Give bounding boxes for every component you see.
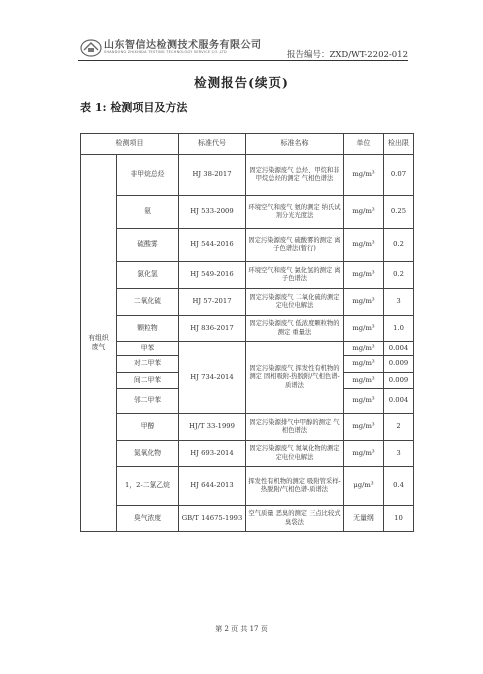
- page-number: 第 2 页 共 17 页: [215, 625, 268, 633]
- header-unit: 单位: [344, 134, 384, 155]
- table-row: [81, 441, 414, 467]
- code-cell: HJ 734-2014: [179, 342, 246, 414]
- table-row: [81, 414, 414, 441]
- method-cell: 空气质量 恶臭的测定 三点比较式臭袋法: [246, 506, 344, 532]
- table-row: [81, 289, 414, 316]
- method-cell: 固定污染源废气 挥发性有机物的测定 固相吸附-热脱附/气相色谱-质谱法: [246, 342, 344, 414]
- method-cell: 环境空气和废气 氯化氢的测定 离子色谱法: [246, 262, 344, 289]
- code-cell: HJ 644-2013: [179, 467, 246, 506]
- method-cell: 环境空气和废气 氨的测定 纳氏试剂分光光度法: [246, 196, 344, 229]
- limit-cell: 0.004: [384, 389, 414, 414]
- table-row: [81, 316, 414, 342]
- method-cell: 固定污染源废气 低浓度颗粒物的测定 重量法: [246, 316, 344, 342]
- method-cell: 固定污染源废气 氮氧化物的测定 定电位电解法: [246, 441, 344, 467]
- item-cell: 二氧化硫: [117, 289, 179, 316]
- table-row: [81, 229, 414, 262]
- limit-cell: 0.4: [384, 467, 414, 506]
- header-limit: 检出限: [384, 134, 414, 155]
- table-header-row: [81, 134, 414, 155]
- item-cell: 硫酸雾: [117, 229, 179, 262]
- table-row: [81, 196, 414, 229]
- code-cell: HJ 693-2014: [179, 441, 246, 467]
- unit-cell: mg/m³: [344, 441, 384, 467]
- unit-cell: mg/m³: [344, 373, 384, 389]
- unit-cell: mg/m³: [344, 196, 384, 229]
- unit-cell: mg/m³: [344, 414, 384, 441]
- item-cell: 1，2-二氯乙烷: [117, 467, 179, 506]
- company-name-en: SHANDONG ZHIXINDA TESTING TECHNOLOGY SERVICE CO.,LTD: [104, 50, 227, 54]
- limit-cell: 0.25: [384, 196, 414, 229]
- page-title: 检测报告(续页): [194, 75, 289, 90]
- unit-cell: mg/m³: [344, 356, 384, 373]
- method-cell: 固定污染源废气 总烃、甲烷和非甲烷总烃的测定 气相色谱法: [246, 155, 344, 196]
- report-number: 报告编号：ZXD/WT-2202-012: [286, 50, 408, 60]
- limit-cell: 10: [384, 506, 414, 532]
- method-cell: 固定污染源废气 二氧化硫的测定 定电位电解法: [246, 289, 344, 316]
- item-cell: 氮氧化物: [117, 441, 179, 467]
- item-cell: 非甲烷总烃: [117, 155, 179, 196]
- test-items-table: [80, 133, 414, 532]
- limit-cell: 1.0: [384, 316, 414, 342]
- header-method: 标准名称: [246, 134, 344, 155]
- code-cell: HJ 38-2017: [179, 155, 246, 196]
- limit-cell: 3: [384, 441, 414, 467]
- item-cell: 甲醇: [117, 414, 179, 441]
- code-cell: HJ 544-2016: [179, 229, 246, 262]
- unit-cell: mg/m³: [344, 262, 384, 289]
- limit-cell: 0.004: [384, 342, 414, 356]
- header-code: 标准代号: [179, 134, 246, 155]
- item-cell: 间二甲苯: [117, 373, 179, 389]
- item-cell: 臭气浓度: [117, 506, 179, 532]
- table-row: [81, 506, 414, 532]
- code-cell: HJ 533-2009: [179, 196, 246, 229]
- header-item: 检测项目: [81, 134, 179, 155]
- code-cell: GB/T 14675-1993: [179, 506, 246, 532]
- item-cell: 颗粒物: [117, 316, 179, 342]
- limit-cell: 2: [384, 414, 414, 441]
- table-row: [81, 155, 414, 196]
- method-cell: 固定污染源废气 硫酸雾的测定 离子色谱法(暂行): [246, 229, 344, 262]
- code-cell: HJ 836-2017: [179, 316, 246, 342]
- unit-cell: mg/m³: [344, 316, 384, 342]
- unit-cell: mg/m³: [344, 342, 384, 356]
- unit-cell: mg/m³: [344, 229, 384, 262]
- header-divider: [78, 60, 408, 61]
- code-cell: HJ 549-2016: [179, 262, 246, 289]
- item-cell: 对二甲苯: [117, 356, 179, 373]
- unit-cell: mg/m³: [344, 389, 384, 414]
- limit-cell: 3: [384, 289, 414, 316]
- unit-cell: 无量纲: [344, 506, 384, 532]
- code-cell: HJ/T 33-1999: [179, 414, 246, 441]
- item-cell: 甲苯: [117, 342, 179, 356]
- limit-cell: 0.07: [384, 155, 414, 196]
- table-row: [81, 262, 414, 289]
- table-row: [81, 467, 414, 506]
- code-cell: HJ 57-2017: [179, 289, 246, 316]
- table-row: [81, 342, 414, 356]
- category-cell: 有组织 废气: [81, 155, 117, 532]
- unit-cell: μg/m³: [344, 467, 384, 506]
- method-cell: 挥发性有机物的测定 吸附管采样-热脱附/气相色谱-质谱法: [246, 467, 344, 506]
- unit-cell: mg/m³: [344, 289, 384, 316]
- table-caption: 表 1: 检测项目及方法: [80, 101, 188, 114]
- limit-cell: 0.2: [384, 262, 414, 289]
- limit-cell: 0.009: [384, 356, 414, 373]
- limit-cell: 0.009: [384, 373, 414, 389]
- item-cell: 邻二甲苯: [117, 389, 179, 414]
- company-logo-icon: [80, 38, 102, 58]
- item-cell: 氯化氢: [117, 262, 179, 289]
- unit-cell: mg/m³: [344, 155, 384, 196]
- limit-cell: 0.2: [384, 229, 414, 262]
- company-name: 山东智信达检测技术服务有限公司: [104, 40, 262, 51]
- item-cell: 氨: [117, 196, 179, 229]
- method-cell: 固定污染源排气中甲醇的测定 气相色谱法: [246, 414, 344, 441]
